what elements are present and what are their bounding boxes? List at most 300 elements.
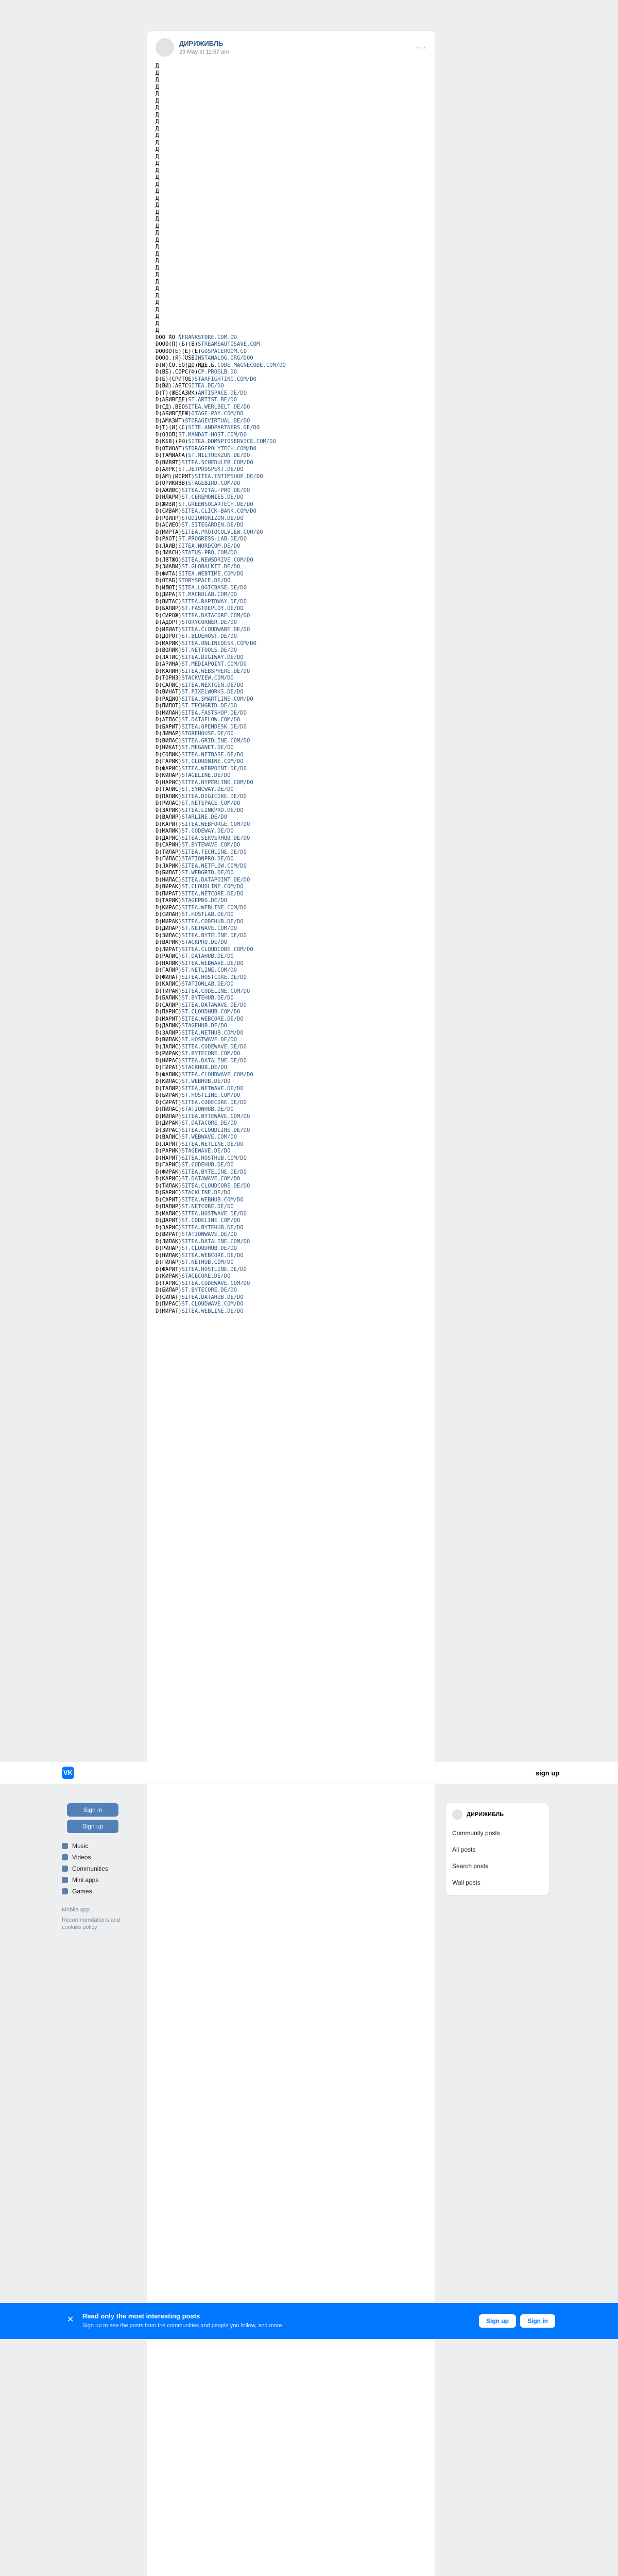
domain-link[interactable]: SITEA.DATAWAVE.DE/DO: [181, 1002, 247, 1008]
line-prefix: D́(ВИВЯТ): [156, 459, 182, 466]
list-item: [156, 480, 426, 487]
list-item: [156, 1002, 426, 1009]
domain-link[interactable]: SITEA.SMARTLINE.COM/DO: [181, 696, 253, 702]
list-item: [156, 362, 426, 369]
domain-link[interactable]: SITEA.CODEWAVE.COM/DO: [181, 1280, 250, 1286]
domain-link[interactable]: ST.DATAHUB.DE/DO: [181, 953, 234, 959]
line-prefix: D́(ДАРИТ): [156, 1217, 182, 1224]
domain-link[interactable]: ST.NETTOOLS.DE/DO: [181, 647, 237, 653]
domain-link[interactable]: ST.MANDAT-HOST.COM/DO: [178, 431, 247, 438]
post-menu-icon[interactable]: ···: [416, 42, 426, 53]
list-item: [156, 460, 426, 467]
domain-link[interactable]: SITEA.ONLINEDESK.COM/DO: [181, 640, 256, 647]
list-item: [156, 717, 426, 724]
domain-link[interactable]: STAGEHUB.DE/DO: [181, 1023, 228, 1029]
line-prefix: D́(АЛРК): [156, 466, 179, 472]
line-prefix: D́(ТИРАК): [156, 988, 182, 994]
domain-link[interactable]: STATIONHUB.DE/DO: [181, 1106, 234, 1112]
domain-link[interactable]: ST.MEDIAPOINT.COM/DO: [181, 661, 247, 667]
domain-link[interactable]: SITEA.NETCORE.DE/DO: [181, 890, 244, 897]
list-item: [156, 1106, 426, 1113]
line-prefix: D́(ПАЛИК): [156, 793, 182, 800]
right-panel-item[interactable]: All posts: [452, 1846, 476, 1853]
mobile-app-link[interactable]: Mobile app: [62, 1907, 90, 1913]
domain-link[interactable]: ST.MACROLAB.COM/DO: [178, 591, 237, 598]
list-item: [156, 654, 426, 662]
signin-button[interactable]: Sign in: [67, 1803, 118, 1817]
line-prefix: D́(Б)(СРИТОЕ): [156, 376, 195, 382]
line-prefix: D́(ПИЛОТ): [156, 703, 182, 709]
domain-link[interactable]: ST.BYTECORE.COM/DO: [181, 1050, 241, 1057]
domain-link[interactable]: STACKHUB.DE/DO: [181, 1064, 228, 1071]
domain-link[interactable]: STUDIOHORIZON.DE/DO: [181, 515, 244, 521]
domain-link[interactable]: SITEA.RAPIDWAY.DE/DO: [181, 598, 247, 605]
domain-link[interactable]: SITEA.DATALINE.COM/DO: [181, 1238, 250, 1245]
domain-link[interactable]: SITEA.CLOUDLINE.DE/DO: [181, 1127, 250, 1133]
domain-link[interactable]: STORAGEVIRTUAL.DE/DO: [184, 417, 250, 424]
list-item: [156, 675, 426, 682]
plain-line: Д: [156, 132, 159, 139]
domain-link[interactable]: ST.MILTUEKZUN.DE/DO: [188, 452, 250, 459]
line-prefix: D́(ОТАБ): [156, 578, 179, 584]
list-item: [156, 578, 426, 585]
list-item: [156, 1072, 426, 1079]
domain-link[interactable]: ST.BYTEHUB.DE/DO: [181, 995, 234, 1001]
line-prefix: D́(БИЛАР): [156, 1287, 182, 1293]
domain-link[interactable]: STAGEPRO.DE/DO: [181, 897, 228, 904]
plain-line: Д: [156, 195, 159, 201]
list-item: [156, 814, 426, 821]
domain-link[interactable]: ST.DATAWAVE.COM/DO: [181, 1176, 241, 1182]
domain-link[interactable]: ST.GREENSOLARTECH.DE/DO: [178, 501, 253, 507]
line-prefix: D́(АРИНА): [156, 661, 182, 667]
domain-link[interactable]: SITEA.BYTELINE.DE/DO: [181, 932, 247, 939]
plain-line: Д: [156, 258, 159, 264]
line-prefix: D́(ПИРАТ): [156, 890, 182, 897]
domain-link[interactable]: SITEA.GRIDLINE.COM/DO: [181, 737, 250, 744]
line-prefix: D́(АБИВГДЕ): [156, 397, 188, 403]
post-date[interactable]: 29 May at 11:57 am: [179, 49, 229, 55]
list-item: [156, 438, 426, 446]
sidebar-item-label: Communities: [72, 1865, 109, 1872]
domain-link[interactable]: SITEA.WEBSPHERE.DE/DO: [181, 668, 250, 674]
domain-link[interactable]: SITEA.DDMNPIOSERVICE.COM/DO: [188, 438, 276, 445]
banner-title: Read only the most interesting posts: [82, 2312, 200, 2320]
line-prefix: D́(ДИРА): [156, 591, 179, 598]
sidebar-item[interactable]: [62, 1840, 139, 1852]
sidebar-item[interactable]: [62, 1852, 139, 1863]
list-item: [156, 960, 426, 968]
domain-link[interactable]: SITEA.WEBFORGE.COM/DO: [181, 821, 250, 827]
domain-link[interactable]: FRANKSTORE.COM.DO: [181, 334, 237, 341]
domain-link[interactable]: SITEA.CLOUDCORE.DE/DO: [181, 1182, 250, 1189]
list-item: [156, 1009, 426, 1016]
domain-link[interactable]: STORAGEPOLYTECH.COM/DO: [184, 445, 256, 452]
line-prefix: D́(РИЛАР): [156, 1245, 182, 1251]
line-prefix: D́(ТАЛИС): [156, 786, 182, 792]
domain-link[interactable]: SITEA.CODECORE.DE/DO: [181, 1099, 247, 1106]
line-prefix: D́(НИЛАК): [156, 1252, 182, 1259]
domain-link[interactable]: STATIONLAB.DE/DO: [181, 981, 234, 987]
domain-link[interactable]: ST.ARTIST.BE/DO: [188, 397, 237, 403]
domain-link[interactable]: SITEA.PROTOCOLVIEW.COM/DO: [181, 529, 263, 535]
domain-link[interactable]: ST.NETCORE.DE/DO: [181, 1204, 234, 1210]
line-prefix: DOOOO(Е)(Е)(Е): [156, 348, 201, 354]
line-prefix: D́(ОТИОАТ): [156, 445, 185, 452]
list-item: [156, 1092, 426, 1099]
domain-link[interactable]: SITEA.TECHLINE.DE/DO: [181, 849, 247, 855]
domain-link[interactable]: ST.MEGANET.DE/DO: [181, 744, 234, 751]
domain-link[interactable]: ST.NETSPACE.COM/DO: [181, 800, 241, 806]
domain-link[interactable]: SITEA.LINKPRO.DE/DO: [181, 807, 244, 814]
domain-link[interactable]: SITEA.WEBCORE.DE/DO: [181, 1015, 244, 1022]
domain-link[interactable]: SITEA.NETBASE.DE/DO: [181, 751, 244, 758]
plain-line: Д: [156, 160, 159, 166]
list-item: [156, 501, 426, 509]
domain-link[interactable]: STOREHOUSE.DE/DO: [181, 731, 234, 737]
signup-button[interactable]: Sign up: [67, 1820, 118, 1833]
plain-line: Д: [156, 202, 159, 208]
right-panel-header: [446, 1807, 549, 1825]
domain-link[interactable]: ST.HOSTWAVE.DE/DO: [181, 1037, 237, 1043]
line-prefix: D́(РАЛИС): [156, 953, 182, 959]
domain-link[interactable]: STARLINE.DE/DO: [181, 814, 228, 820]
line-prefix: D́(ВОЛИК): [156, 647, 182, 653]
domain-link[interactable]: SITEA.FASTSHOP.DE/DO: [181, 709, 247, 716]
line-prefix: D́(ПАРИС): [156, 1009, 182, 1015]
list-item: [156, 772, 426, 779]
line-prefix: D́(ФИТА): [156, 570, 179, 577]
domain-link[interactable]: STACKPRO.DE/DO: [181, 939, 228, 945]
domain-link[interactable]: SITEA.DIGICORE.DE/DO: [181, 793, 247, 800]
domain-link[interactable]: SITEA.WEBWAVE.DE/DO: [181, 960, 244, 967]
line-prefix: D́(НАРИС): [156, 779, 182, 786]
line-prefix: D́(ФАРИС): [156, 765, 182, 772]
list-item: [156, 1273, 426, 1280]
domain-link[interactable]: STAGECORE.DE/DO: [181, 1273, 231, 1279]
domain-link[interactable]: SITEA.CODELINE.COM/DO: [181, 988, 250, 994]
domain-link[interactable]: SITEA.DATACORE.COM/DO: [181, 612, 250, 619]
plain-line: Д: [156, 174, 159, 180]
plain-line: Д: [156, 223, 159, 229]
domain-link[interactable]: ST.CLOUDHUB.COM/DO: [181, 1009, 241, 1015]
domain-link[interactable]: ST.PIXELWORKS.DE/DO: [181, 689, 244, 695]
domain-link[interactable]: STORYSPACE.DE/DO: [178, 578, 231, 584]
domain-link[interactable]: ST.SYNCWAY.DE/DO: [181, 786, 234, 792]
domain-link[interactable]: ST.CLOUDLINE.COM/DO: [181, 884, 244, 890]
plain-line: Д: [156, 272, 159, 278]
nav-icon: [62, 1866, 68, 1872]
line-prefix: D́(НИКАТ): [156, 744, 182, 751]
list-item: [156, 418, 426, 425]
list-item: [156, 1259, 426, 1266]
line-prefix: D́(ВБ).СОРС́(Ф): [156, 369, 198, 375]
domain-link[interactable]: ST.NETWAVE.COM/DO: [181, 925, 237, 931]
list-item: [156, 348, 426, 355]
domain-link[interactable]: SITEA.DATALINE.DE/DO: [181, 1057, 247, 1064]
line-prefix: D́(СИРОЖ): [156, 612, 182, 619]
list-item: [156, 946, 426, 954]
domain-link[interactable]: STAGELINE.DE/DO: [181, 772, 231, 778]
line-prefix: D́(Т)(ЖЕСАЗИК): [156, 389, 198, 396]
line-prefix: D́(МИРАТ): [156, 1308, 182, 1314]
domain-link[interactable]: ST.HOSTLINE.COM/DO: [181, 1092, 241, 1098]
domain-link[interactable]: STREAMSAUTOSAVE.COM: [198, 341, 260, 347]
domain-link[interactable]: ST.BLUEHOST.DE/DO: [181, 633, 237, 639]
post-author[interactable]: ДИРИЖИБЛЬ: [179, 40, 224, 47]
domain-link[interactable]: SITEA.HOSTCORE.DE/DO: [181, 974, 247, 980]
domain-link[interactable]: ST.CEREMONIES.DE/DO: [181, 494, 244, 500]
domain-link[interactable]: SITEA.WERLBELT.DE/DO: [184, 403, 250, 410]
line-prefix: D́(ТИЛАК): [156, 1182, 182, 1189]
domain-link[interactable]: CODE.MAGNECODE.COM/DO: [217, 362, 286, 368]
list-item: [156, 807, 426, 815]
list-item: [156, 1050, 426, 1058]
domain-link[interactable]: SITEA.NORDCOM.DE/DO: [178, 543, 241, 549]
domain-link[interactable]: SITEA.WEBLINE.DE/DO: [181, 1308, 244, 1314]
domain-link[interactable]: SITEA.WEBCORE.DE/DO: [181, 1252, 244, 1259]
list-item: [156, 1204, 426, 1211]
line-prefix: D́(СИЛАН): [156, 911, 182, 918]
line-prefix: D́(ТАРИС): [156, 1280, 182, 1286]
domain-link[interactable]: ST.BYTEWAVE.COM/DO: [181, 842, 241, 848]
domain-link[interactable]: SITEA.INTIMSHOP.DE/DO: [194, 473, 263, 480]
right-sidebar: [446, 1803, 549, 1895]
domain-link[interactable]: SITEA.CLICK-BANK.COM/DO: [181, 508, 256, 514]
domain-link[interactable]: SITEA.NEXTGEN.DE/DO: [181, 682, 244, 688]
list-item: [156, 925, 426, 933]
line-prefix: D́(ТИЛАР): [156, 849, 182, 855]
list-item: [156, 1162, 426, 1169]
nav-icon: [62, 1888, 68, 1894]
list-item: [156, 425, 426, 432]
domain-link[interactable]: SITEA.NETFLOW.COM/DO: [181, 862, 247, 869]
domain-link[interactable]: STATUS-PRO.COM/DO: [181, 550, 237, 556]
plain-line: Д: [156, 236, 159, 243]
plain-line: Д: [156, 77, 159, 83]
domain-link[interactable]: STACKVIEW.COM/DO: [181, 675, 234, 681]
list-item: [156, 1245, 426, 1252]
domain-link[interactable]: STARFIGHTING.COM/DO: [194, 376, 256, 382]
domain-link[interactable]: SITEA.WEBLINE.COM/DO: [181, 904, 247, 911]
line-prefix: D́(НАЛИК): [156, 960, 182, 967]
domain-link[interactable]: ST.GLOBALKIT.DE/DO: [181, 564, 241, 570]
list-item: [156, 744, 426, 752]
list-item: [156, 877, 426, 884]
line-prefix: D́(ВИРАТ): [156, 1231, 182, 1238]
line-prefix: D́(ДАЛИК): [156, 1023, 182, 1029]
domain-link[interactable]: OTAGE-PAY.COM/DO: [191, 411, 244, 417]
signup-banner: [0, 2303, 618, 2339]
right-panel-item[interactable]: Community posts: [452, 1829, 500, 1837]
line-prefix: D́(РАРИК): [156, 1148, 182, 1154]
domain-link[interactable]: SITEA.HOSTLINE.DE/DO: [181, 1266, 247, 1273]
domain-link[interactable]: SITEA.DE/DO: [188, 383, 224, 389]
domain-link[interactable]: ST.DATACORE.DE/DO: [181, 1120, 237, 1126]
list-item: [156, 1134, 426, 1141]
domain-link[interactable]: SITEA.DATAPOINT.DE/DO: [181, 876, 250, 883]
domain-link[interactable]: SITEA.CLOUDWARE.DE/DO: [181, 626, 250, 633]
domain-link[interactable]: ST.WEBWAVE.COM/DO: [181, 1134, 237, 1140]
domain-link[interactable]: ST.CODEWAY.DE/DO: [181, 828, 234, 834]
plain-line: Д: [156, 125, 159, 132]
domain-link[interactable]: SITEA.OPENDESK.DE/DO: [181, 723, 247, 730]
list-item: [156, 710, 426, 717]
domain-link[interactable]: ST.NETHUB.COM/DO: [181, 1259, 234, 1265]
domain-link[interactable]: SITEA.BYTEWAVE.COM/DO: [181, 1113, 250, 1120]
line-prefix: D́(РАДИО): [156, 696, 182, 702]
domain-link[interactable]: SITEA.NETWAVE.DE/DO: [181, 1085, 244, 1092]
line-prefix: D́(ГИЛАС): [156, 856, 182, 862]
line-prefix: DOOO.(Я)́.USB: [156, 355, 195, 361]
vk-logo-icon[interactable]: VK: [62, 1767, 74, 1779]
list-item: [156, 585, 426, 592]
line-prefix: D́(САЛИС): [156, 682, 182, 688]
domain-link[interactable]: ST.CLOUDNINE.COM/DO: [181, 758, 244, 765]
community-avatar[interactable]: [156, 38, 174, 57]
list-item: [156, 613, 426, 620]
domain-link[interactable]: ANTISPACE.DE/DO: [198, 389, 247, 396]
list-item: [156, 689, 426, 696]
domain-link[interactable]: SITE-ANDPARTNERS.DE/DO: [188, 425, 260, 431]
domain-link[interactable]: SITEA.CODEWAVE.DE/DO: [181, 1043, 247, 1050]
domain-link[interactable]: STATIONWAVE.DE/DO: [181, 1231, 237, 1238]
domain-link[interactable]: ST.TECHGRID.DE/DO: [181, 703, 237, 709]
list-item: [156, 1239, 426, 1246]
domain-link[interactable]: SITEA.HYPERLINK.COM/DO: [181, 779, 253, 786]
line-prefix: D́(ВАЛИС): [156, 1134, 182, 1140]
list-item: [156, 599, 426, 606]
plain-line: Д: [156, 292, 159, 299]
line-prefix: D́(АМАЗИТ): [156, 417, 185, 424]
list-item: [156, 682, 426, 689]
domain-link[interactable]: SITEA.NETHUB.COM/DO: [181, 1029, 244, 1036]
domain-link[interactable]: STORYCORNER.DE/DO: [181, 619, 237, 625]
domain-link[interactable]: SITEA.SERVERHUB.DE/DO: [181, 835, 250, 841]
line-prefix: D́(МАРИТ): [156, 1015, 182, 1022]
line-prefix: D́(РОИЛР): [156, 515, 182, 521]
right-panel-avatar: [452, 1809, 462, 1820]
line-prefix: D́(САРИТ): [156, 1196, 182, 1203]
domain-link[interactable]: SITEA.CODEHUB.DE/DO: [181, 918, 244, 925]
domain-link[interactable]: ST.BYTECORE.DE/DO: [181, 1287, 237, 1293]
close-icon[interactable]: ✕: [67, 2315, 74, 2324]
domain-link[interactable]: GOSPACEROOM.CO: [201, 348, 247, 354]
plain-line: Д: [156, 139, 159, 146]
banner-subtitle: Sign up to see the posts from the communities and people you follow, and more: [82, 2323, 282, 2329]
sidebar-item[interactable]: [62, 1886, 139, 1897]
sidebar-item-label: Music: [72, 1842, 89, 1850]
domain-link[interactable]: SITEA.VITAL-PRO.DE/DO: [181, 487, 250, 494]
domain-link[interactable]: ST.WEBHUB.DE/DO: [181, 1078, 231, 1084]
domain-link[interactable]: SITEA.CLOUDCORE.COM/DO: [181, 946, 253, 953]
domain-link[interactable]: ST.NETLINE.COM/DO: [181, 967, 237, 973]
domain-link[interactable]: CP.PROGLB.DO: [198, 369, 237, 375]
domain-link[interactable]: SITEA.CLOUDWAVE.COM/DO: [181, 1071, 253, 1078]
domain-link[interactable]: SITEA.LOGICBASE.DE/DO: [178, 584, 247, 591]
domain-link[interactable]: SITEA.WEBPOINT.DE/DO: [181, 765, 247, 772]
recommendations-policy-link[interactable]: Recommendations and cookies policy: [62, 1917, 121, 1930]
line-prefix: D́(КБВ)(ЯЮ): [156, 438, 188, 445]
domain-link[interactable]: ST.HOSTLAB.DE/DO: [181, 911, 234, 918]
domain-link[interactable]: SITEA.BYTELINE.DE/DO: [181, 1168, 247, 1175]
list-item: [156, 703, 426, 710]
domain-link[interactable]: STACKLINE.DE/DO: [181, 1190, 231, 1196]
list-item: [156, 1078, 426, 1086]
list-item: [156, 1217, 426, 1225]
banner-signup-button[interactable]: Sign up: [479, 2314, 516, 2328]
post-meta: [179, 40, 229, 55]
list-item: [156, 835, 426, 842]
domain-link[interactable]: SITEA.DATAHUB.DE/DO: [181, 1294, 244, 1300]
right-panel-item[interactable]: Wall posts: [452, 1879, 480, 1886]
line-prefix: D́(ФИРАК): [156, 1168, 182, 1175]
domain-link[interactable]: INSTANALOG.ORG/DOO: [194, 355, 253, 361]
domain-link[interactable]: STAGEBIRD.COM/DO: [188, 480, 241, 486]
list-item: [156, 731, 426, 738]
plain-line: Д: [156, 209, 159, 215]
list-item: [156, 432, 426, 439]
line-prefix: D́(БИРАК): [156, 1092, 182, 1098]
line-prefix: D́(ДИЛАР): [156, 925, 182, 931]
line-prefix: D́(ТОРИЗ): [156, 675, 182, 681]
domain-link[interactable]: ST.CODELINE.COM/DO: [181, 1217, 241, 1224]
topbar-signup-link[interactable]: sign up: [536, 1769, 560, 1777]
domain-link[interactable]: SITEA.WEBHUB.COM/DO: [181, 1196, 244, 1203]
line-prefix: D́(КИРАК): [156, 1273, 182, 1279]
sidebar-item[interactable]: [62, 1874, 139, 1886]
domain-link[interactable]: ST.DATAFLOW.COM/DO: [181, 717, 241, 723]
list-item: [156, 1190, 426, 1197]
domain-link[interactable]: SITEA.WEBTIME.COM/DO: [178, 570, 244, 577]
list-item: [156, 661, 426, 668]
domain-link[interactable]: STAGEWAVE.DE/DO: [181, 1148, 231, 1154]
sidebar-item[interactable]: [62, 1863, 139, 1874]
domain-link[interactable]: SITEA.NEWSDRIVE.COM/DO: [181, 556, 253, 563]
list-item: [156, 1252, 426, 1260]
domain-link[interactable]: SITEA.BYTEHUB.DE/DO: [181, 1224, 244, 1231]
domain-link[interactable]: ST.SITEGARDEN.DE/DO: [181, 522, 244, 528]
domain-link[interactable]: ST.FASTDEPLOY.DE/DO: [181, 605, 244, 612]
list-item: [156, 891, 426, 898]
list-item: [156, 821, 426, 828]
list-item: [156, 1016, 426, 1023]
list-item: [156, 800, 426, 807]
domain-link[interactable]: SITEA.HOSTHUB.COM/DO: [181, 1155, 247, 1161]
list-item: [156, 1287, 426, 1294]
domain-link[interactable]: ST.JETPROSPEKT.DE/DO: [178, 466, 244, 472]
domain-link[interactable]: ST.CLOUDHUB.DE/DO: [181, 1245, 237, 1251]
domain-link[interactable]: SITEA.NETLINE.DE/DO: [181, 1141, 244, 1147]
domain-link[interactable]: STATIONPRO.DE/DO: [181, 856, 234, 862]
list-item: [156, 1183, 426, 1190]
banner-signin-button[interactable]: Sign in: [520, 2314, 555, 2328]
domain-link[interactable]: ST.CODEHUB.DE/DO: [181, 1162, 234, 1168]
line-prefix: D́(Т)(И)(С): [156, 425, 188, 431]
domain-link[interactable]: ST.PROGRESS-LAB.DE/DO: [178, 536, 247, 542]
line-prefix: D́(КАЛИН): [156, 668, 182, 674]
domain-link[interactable]: SITEA.HOSTWAVE.DE/DO: [181, 1210, 247, 1217]
right-panel-item[interactable]: Search posts: [452, 1862, 489, 1870]
list-item: [156, 766, 426, 773]
domain-link[interactable]: ST.CLOUDWAVE.COM/DO: [181, 1301, 244, 1307]
list-item: [156, 919, 426, 926]
domain-link[interactable]: ST.WEBGRID.DE/DO: [181, 870, 234, 876]
domain-link[interactable]: SITEA.DIGIWAY.DE/DO: [181, 654, 244, 660]
domain-link[interactable]: SITEA.SCHEDULER.COM/DO: [181, 459, 253, 466]
line-prefix: D́(ЛАИВ): [156, 543, 179, 549]
line-prefix: DOOÓ(П)(Б)(В): [156, 341, 198, 347]
